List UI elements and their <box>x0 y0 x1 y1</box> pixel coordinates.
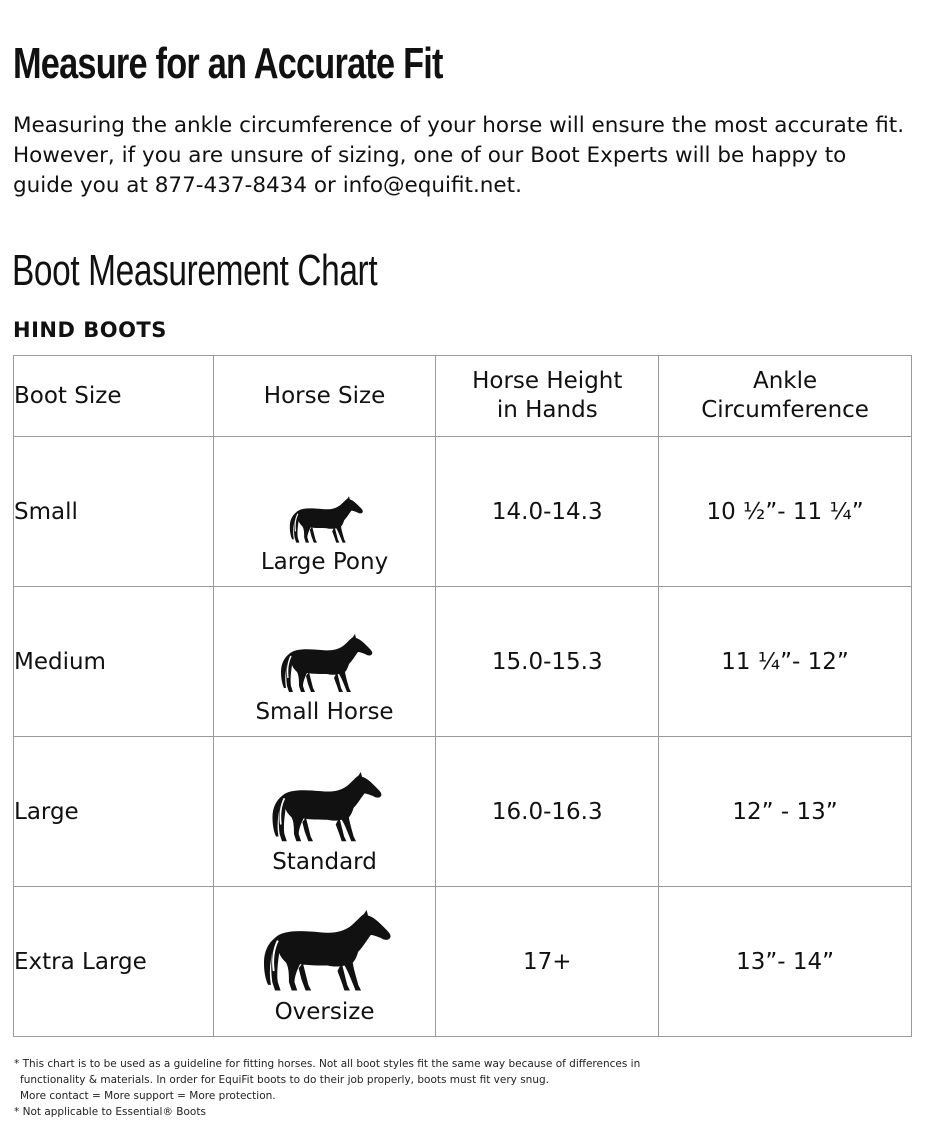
boot-size-cell <box>14 887 214 1037</box>
header-boot-size <box>14 356 214 437</box>
horse-height-cell <box>436 737 659 887</box>
horse-size-value: Standard <box>272 849 377 875</box>
horse-height-cell <box>436 887 659 1037</box>
ankle-circumference-cell <box>659 437 912 587</box>
boot-size-value: Large <box>14 798 79 825</box>
footnote-line: * This chart is to be used as a guideline for fitting horses. Not all boot styles fit the same way because of differences in <box>14 1058 641 1070</box>
footnote-line: functionality & materials. In order for EquiFit boots to do their job properly, boots must fit very snug. <box>20 1074 549 1086</box>
horse-size-cell <box>213 587 436 737</box>
header-horse-size <box>213 356 436 437</box>
table-row <box>14 437 912 587</box>
horse-height-value: 15.0-15.3 <box>491 648 603 675</box>
boot-size-cell <box>14 587 214 737</box>
header-boot-size-label: Boot Size <box>14 382 122 409</box>
page-title: Measure for an Accurate Fit <box>13 39 443 88</box>
footnote-line: * Not applicable to Essential® Boots <box>14 1106 206 1118</box>
horse-silhouette-icon <box>255 910 395 996</box>
horse-size-cell <box>213 887 436 1037</box>
horse-silhouette-icon <box>285 496 365 546</box>
header-ankle-circumference <box>659 356 912 437</box>
horse-silhouette-icon <box>275 634 375 696</box>
boot-size-value: Extra Large <box>14 948 147 975</box>
boot-size-value: Medium <box>14 648 106 675</box>
header-ankle-line1: Ankle <box>752 368 818 394</box>
horse-size-value: Oversize <box>274 999 375 1025</box>
header-horse-height-line2: in Hands <box>496 397 598 423</box>
footnote-line: More contact = More support = More protection. <box>20 1090 276 1102</box>
ankle-circumference-value: 12” - 13” <box>732 798 838 825</box>
header-ankle-line2: Circumference <box>701 397 869 423</box>
table-row <box>14 587 912 737</box>
header-horse-height <box>436 356 659 437</box>
chart-subtitle: HIND BOOTS <box>13 318 167 342</box>
ankle-circumference-value: 11 ¼”- 12” <box>721 648 849 675</box>
ankle-circumference-value: 10 ½”- 11 ¼” <box>706 498 864 525</box>
table-row <box>14 737 912 887</box>
boot-size-cell <box>14 737 214 887</box>
ankle-circumference-value: 13”- 14” <box>736 948 835 975</box>
horse-size-value: Small Horse <box>255 699 394 725</box>
horse-height-value: 17+ <box>522 948 572 975</box>
horse-height-cell <box>436 437 659 587</box>
horse-size-cell <box>213 737 436 887</box>
boot-measurement-table <box>13 355 912 1037</box>
table-header-row <box>14 356 912 437</box>
boot-size-cell <box>14 437 214 587</box>
horse-height-cell <box>436 587 659 737</box>
header-horse-size-label: Horse Size <box>263 382 386 409</box>
horse-silhouette-icon <box>265 772 385 846</box>
horse-size-cell <box>213 437 436 587</box>
chart-title: Boot Measurement Chart <box>12 246 378 295</box>
horse-height-value: 14.0-14.3 <box>491 498 603 525</box>
ankle-circumference-cell <box>659 587 912 737</box>
ankle-circumference-cell <box>659 887 912 1037</box>
horse-height-value: 16.0-16.3 <box>491 798 603 825</box>
intro-paragraph: Measuring the ankle circumference of your horse will ensure the most accurate fit. However, if you are unsure of sizing, one of our Boot Experts will be happy to guide you at 877-437-8434 or info@equifit.net. <box>13 113 905 198</box>
horse-size-value: Large Pony <box>260 549 389 575</box>
table-row <box>14 887 912 1037</box>
ankle-circumference-cell <box>659 737 912 887</box>
footnotes <box>14 1056 894 1120</box>
header-horse-height-line1: Horse Height <box>472 368 623 394</box>
boot-size-value: Small <box>14 498 78 525</box>
